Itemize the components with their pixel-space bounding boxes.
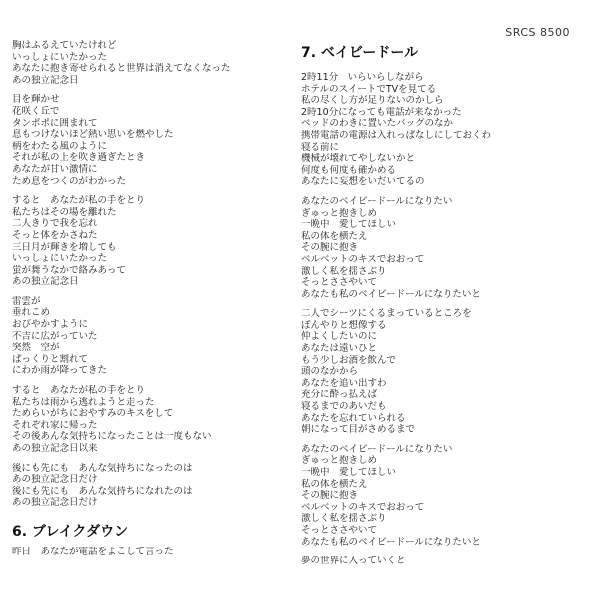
lyric-line: それぞれ家に帰った (12, 419, 98, 431)
lyric-line: 蛍が舞うなかで絡みあって (12, 264, 126, 276)
stanza (12, 463, 294, 509)
lyric-line: その後あんな気持ちになったことは一度もない (12, 431, 212, 443)
left-lyrics (12, 40, 294, 509)
lyric-line: 胸はふるえていたけれど (12, 40, 117, 51)
lyric-line: 私たちは雨から逃れようと走った (12, 396, 155, 408)
lyric-line: あなたのベイビードールになりたい (301, 443, 453, 455)
lyric-line: 一晩中 愛してほしい (301, 467, 397, 478)
lyric-line: 私の体を横たえ (301, 478, 368, 490)
lyric-line: ぱっくりと割れて (12, 353, 89, 365)
lyric-line: 携帯電話の電源は入れっぱなしにしておくわ (301, 129, 492, 141)
lyric-line: そっと体をかさねた (12, 229, 98, 241)
lyric-line: 息もつけないほど熱い思いを燃やした (12, 129, 174, 141)
lyric-line: おびやかすように (12, 319, 89, 331)
cut-off-line (301, 556, 583, 567)
lyric-line: あの独立記念日 (12, 276, 79, 288)
lyric-line: ベッドのわきに置いたバッグのなか (301, 118, 454, 130)
stanza (12, 195, 294, 288)
lyric-line: ぎゅっと抱きしめ (301, 455, 378, 467)
lyric-line: あの独立記念日以来 (12, 443, 98, 454)
lyric-line: その腕に抱き (301, 490, 359, 502)
lyric-line: 昨日 あなたが電話をよこして言った (12, 546, 174, 557)
song-title-babydoll: 7. ベイビードール (301, 45, 419, 61)
lyric-line: 雷雲が (12, 295, 41, 307)
lyric-line: 私の体を横たえ (301, 230, 368, 242)
lyric-line: 私の尽くし方が足りないのかしら (301, 95, 444, 107)
lyric-line: 花咲く丘で (12, 105, 60, 117)
right-column (301, 44, 583, 567)
lyric-line: 2時10分になっても電話が来なかった (301, 106, 462, 118)
lyric-line: あなたも私のベイビードールになりたいと (301, 288, 481, 300)
lyric-line: あなたは遠いひと (301, 343, 378, 355)
lyric-line: いっしょにいたかった (12, 51, 108, 63)
stanza (12, 94, 294, 187)
song-title-breakdown: 6. ブレイクダウン (12, 523, 129, 540)
lyric-line: タンポポに囲まれて (12, 117, 98, 129)
lyric-line: 機械が壊れてやしないかと (301, 153, 416, 165)
lyric-line: いっしょにいたかった (12, 253, 108, 265)
lyric-line: 充分に酔っ払えば (301, 389, 378, 401)
lyric-line: 目を輝かせ (12, 94, 60, 106)
lyric-line: その腕に抱き (301, 242, 359, 254)
stanza (301, 196, 583, 300)
lyric-line: ためらいがちにおやすみのキスをして (12, 408, 174, 420)
lyric-line: 寝るまでのあいだも (301, 401, 387, 413)
left-column (12, 40, 294, 558)
lyric-line: ベルベットのキスでおおって (301, 501, 425, 513)
lyric-line: すると あなたが私の手をとり (12, 385, 146, 397)
lyric-line: ため息をつくのがわかった (12, 175, 127, 187)
lyric-line: そっとささやいて (301, 277, 378, 289)
cut-off-line (12, 547, 294, 558)
lyric-line: 寝る前に (301, 141, 340, 153)
lyric-line: 後にも先にも あんな気持ちになれたのは (12, 485, 193, 497)
stanza (12, 385, 294, 455)
lyric-line: 2時11分 いらいらしながら (301, 72, 424, 83)
lyric-line: すると あなたが私の手をとり (12, 195, 146, 207)
lyric-line: あなたも私のベイビードールになりたいと (301, 536, 481, 548)
lyric-line: あなたに妄想をいだいてるの (301, 176, 425, 188)
lyric-line: 垂れこめ (12, 307, 51, 319)
stanza (301, 444, 583, 548)
lyric-line: 何度も何度も確かめる (301, 164, 397, 176)
lyric-line: あなたに抱き寄せられると世界は消えてなくなった (12, 63, 231, 75)
lyric-line: あの独立記念日だけ (12, 474, 98, 486)
lyric-line: 後にも先にも あんな気持ちになったのは (12, 462, 193, 474)
lyric-line: あなたを忘れていられる (301, 412, 406, 424)
lyric-line: もう少しお酒を飲んで (301, 354, 397, 366)
lyric-line: 三日月が輝きを増しても (12, 241, 117, 253)
lyric-line: 不吉に広がっていた (12, 330, 98, 342)
lyric-line: ホテルのスイートでTVを見てる (301, 83, 437, 95)
lyric-line: あの独立記念日 (12, 74, 79, 86)
stanza (12, 40, 294, 86)
lyric-line: 頭のなかから (301, 366, 359, 378)
stanza (12, 296, 294, 377)
lyric-line: あなたが甘い激情に (12, 163, 98, 175)
lyric-line: ベルベットのキスでおおって (301, 253, 425, 265)
lyric-line: 二人きりで我を忘れ (12, 218, 98, 230)
lyric-line: それが私の上を吹き過ぎたとき (12, 152, 146, 164)
lyric-line: にわか雨が降ってきた (12, 365, 108, 377)
stanza (301, 72, 583, 188)
lyric-line: ぎゅっと抱きしめ (301, 207, 378, 219)
stanza (301, 308, 583, 436)
catalog-number: SRCS 8500 (505, 26, 570, 39)
lyric-line: あなたのベイビードールになりたい (301, 195, 453, 207)
lyric-line: 激しく私を揺さぶり (301, 513, 387, 525)
lyric-line: 私たちはその場を離れた (12, 206, 117, 218)
lyric-line: 夢の世界に入っていくと (301, 556, 406, 567)
lyric-line: ぼんやりと想像する (301, 319, 387, 331)
lyric-line: 激しく私を揺さぶり (301, 265, 387, 277)
lyric-line: 朝になって目がさめるまで (301, 424, 416, 436)
right-lyrics (301, 72, 583, 548)
lyric-line: 柄をわたる風のように (12, 140, 108, 152)
lyric-line: そっとささやいて (301, 524, 378, 536)
lyric-line: あの独立記念日だけ (12, 497, 98, 509)
lyric-line: 突然 空が (12, 342, 60, 354)
lyric-line: あなたを追い出すわ (301, 377, 387, 389)
lyric-line: 仲よくしたいのに (301, 331, 378, 343)
lyric-line: 二人でシーツにくるまっているところを (301, 308, 472, 320)
lyric-line: 一晩中 愛してほしい (301, 219, 397, 231)
